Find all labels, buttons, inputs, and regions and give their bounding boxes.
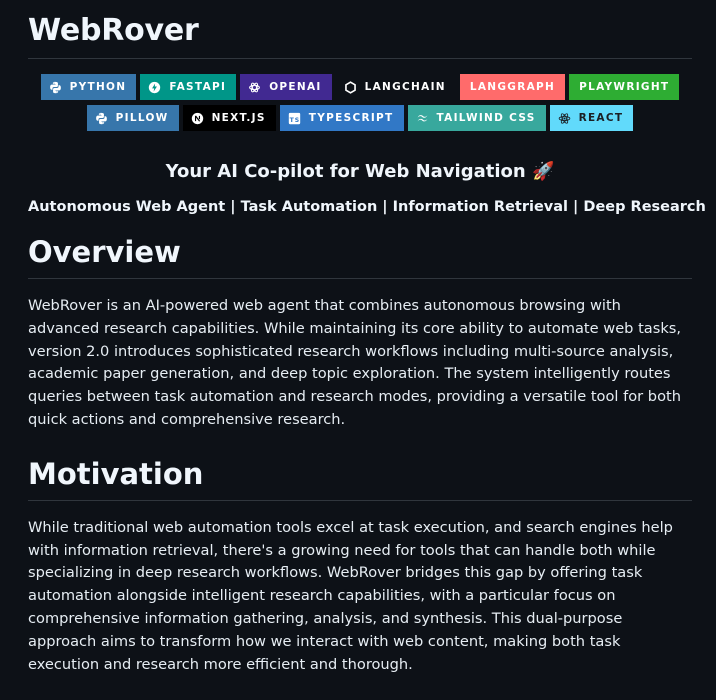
motivation-divider	[28, 500, 692, 501]
badge-typescript[interactable]	[280, 105, 404, 131]
badge-nextjs[interactable]	[183, 105, 276, 131]
title-divider	[28, 58, 692, 59]
fastapi-icon	[148, 81, 161, 94]
nextjs-icon	[191, 112, 204, 125]
motivation-heading: Motivation	[28, 456, 204, 491]
feature-subline: Autonomous Web Agent | Task Automation | Information Retrieval | Deep Research	[28, 199, 706, 215]
svg-text:TS: TS	[289, 116, 300, 124]
badge-label: FASTAPI	[169, 81, 227, 93]
badge-row-1	[41, 74, 680, 100]
overview-paragraph: WebRover is an AI-powered web agent that combines autonomous browsing with advanced research capabilities. While maintaining its core ability to automate web tasks, version 2.0 introduces sophisticated research workflows including multi-source analysis, academic paper generation, and deep topic exploration. The system intelligently routes queries between task automation and research modes, providing a versatile tool for both quick actions and comprehensive research.	[28, 297, 682, 428]
overview-divider	[28, 278, 692, 279]
overview-heading: Overview	[28, 235, 181, 269]
badge-label: REACT	[578, 112, 624, 124]
tech-badges	[28, 74, 692, 131]
python-icon	[95, 112, 108, 125]
badge-label: OPENAI	[269, 81, 322, 93]
tailwind-icon	[416, 112, 429, 125]
badge-tailwind[interactable]	[408, 105, 546, 131]
python-icon	[49, 81, 62, 94]
badge-label: TYPESCRIPT	[308, 112, 394, 124]
badge-label: PYTHON	[69, 81, 127, 93]
badge-pillow[interactable]	[87, 105, 179, 131]
openai-icon	[248, 81, 261, 94]
langchain-icon	[344, 81, 357, 94]
typescript-icon	[288, 112, 301, 125]
badge-openai[interactable]	[240, 74, 331, 100]
badge-playwright[interactable]	[569, 74, 679, 100]
badge-langgraph[interactable]	[460, 74, 565, 100]
badge-label: PILLOW	[115, 112, 169, 124]
badge-row-2	[87, 105, 634, 131]
badge-label: NEXT.JS	[211, 112, 266, 124]
badge-label: TAILWIND CSS	[436, 112, 536, 124]
badge-fastapi[interactable]	[140, 74, 236, 100]
tagline: Your AI Co-pilot for Web Navigation 🚀	[165, 161, 555, 182]
badge-langchain[interactable]	[336, 74, 456, 100]
badge-python[interactable]	[41, 74, 137, 100]
badge-react[interactable]	[550, 105, 634, 131]
motivation-paragraph: While traditional web automation tools excel at task execution, and search engines help with information retrieval, there's a growing need for tools that can handle both while specializing in deep research workflows. WebRover bridges this gap by offering task automation alongside intelligent research capabilities, with a particular focus on comprehensive information gathering, analysis, and synthesis. This dual-purpose approach aims to transform how we interact with web content, making both task execution and research more efficient and thorough.	[28, 518, 673, 673]
badge-label: PLAYWRIGHT	[579, 81, 670, 93]
repo-title: WebRover	[28, 13, 199, 48]
badge-label: LANGCHAIN	[364, 81, 446, 93]
react-icon	[558, 112, 571, 125]
badge-label: LANGGRAPH	[469, 81, 556, 93]
